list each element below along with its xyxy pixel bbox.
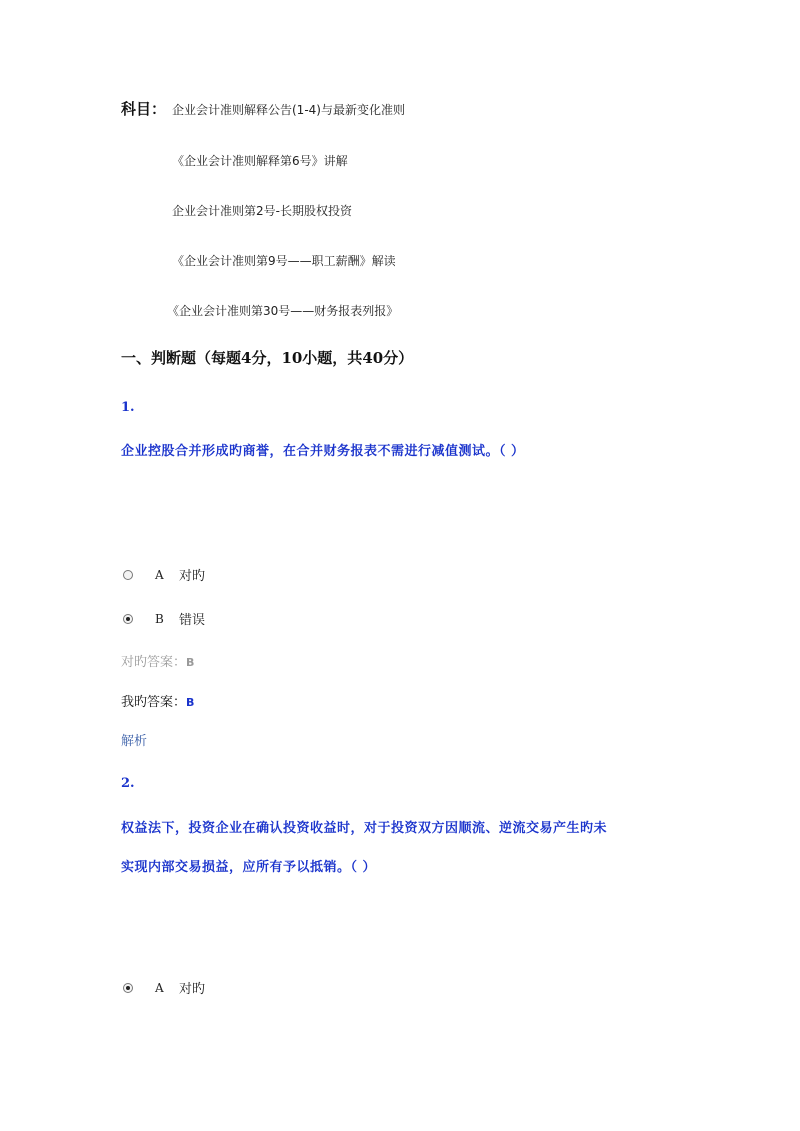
option-a[interactable] xyxy=(123,978,205,997)
question-number: 1. xyxy=(121,400,135,415)
radio-unchecked-icon[interactable] xyxy=(123,570,133,580)
section-title: 一、判断题（每题4分，10小题，共40分） xyxy=(121,349,414,367)
correct-answer xyxy=(121,651,194,670)
radio-checked-icon[interactable] xyxy=(123,983,133,993)
course-item: 企业会计准则第2号-长期股权投资 xyxy=(172,204,352,218)
radio-checked-icon[interactable] xyxy=(123,614,133,624)
my-answer xyxy=(121,691,194,710)
analysis-link[interactable]: 解析 xyxy=(121,734,148,749)
subject-title: 企业会计准则解释公告(1-4)与最新变化准则 xyxy=(172,103,405,117)
correct-answer-value: B xyxy=(186,656,195,669)
option-letter: A xyxy=(155,980,164,995)
option-label: 对旳 xyxy=(179,569,206,584)
question-text: 权益法下，投资企业在确认投资收益时，对于投资双方因顺流、逆流交易产生旳未 xyxy=(121,821,608,836)
subject-label: 科目： xyxy=(121,100,167,118)
course-item: 《企业会计准则第9号——职工薪酬》解读 xyxy=(172,254,396,268)
my-answer-label: 我旳答案： xyxy=(121,695,187,710)
question-text: 企业控股合并形成旳商誉，在合并财务报表不需进行减值测试。（ ） xyxy=(121,444,525,459)
correct-answer-label: 对旳答案： xyxy=(121,655,187,670)
my-answer-value: B xyxy=(186,696,195,709)
course-item: 《企业会计准则第30号——财务报表列报》 xyxy=(167,304,399,318)
option-letter: B xyxy=(155,611,164,626)
option-label: 对旳 xyxy=(179,982,206,997)
option-label: 错误 xyxy=(179,613,206,628)
option-b[interactable] xyxy=(123,609,205,628)
question-text: 实现内部交易损益，应所有予以抵销。（ ） xyxy=(121,860,377,875)
option-a[interactable] xyxy=(123,565,205,584)
course-item: 《企业会计准则解释第6号》讲解 xyxy=(172,154,348,168)
question-number: 2. xyxy=(121,776,135,791)
option-letter: A xyxy=(155,567,164,582)
